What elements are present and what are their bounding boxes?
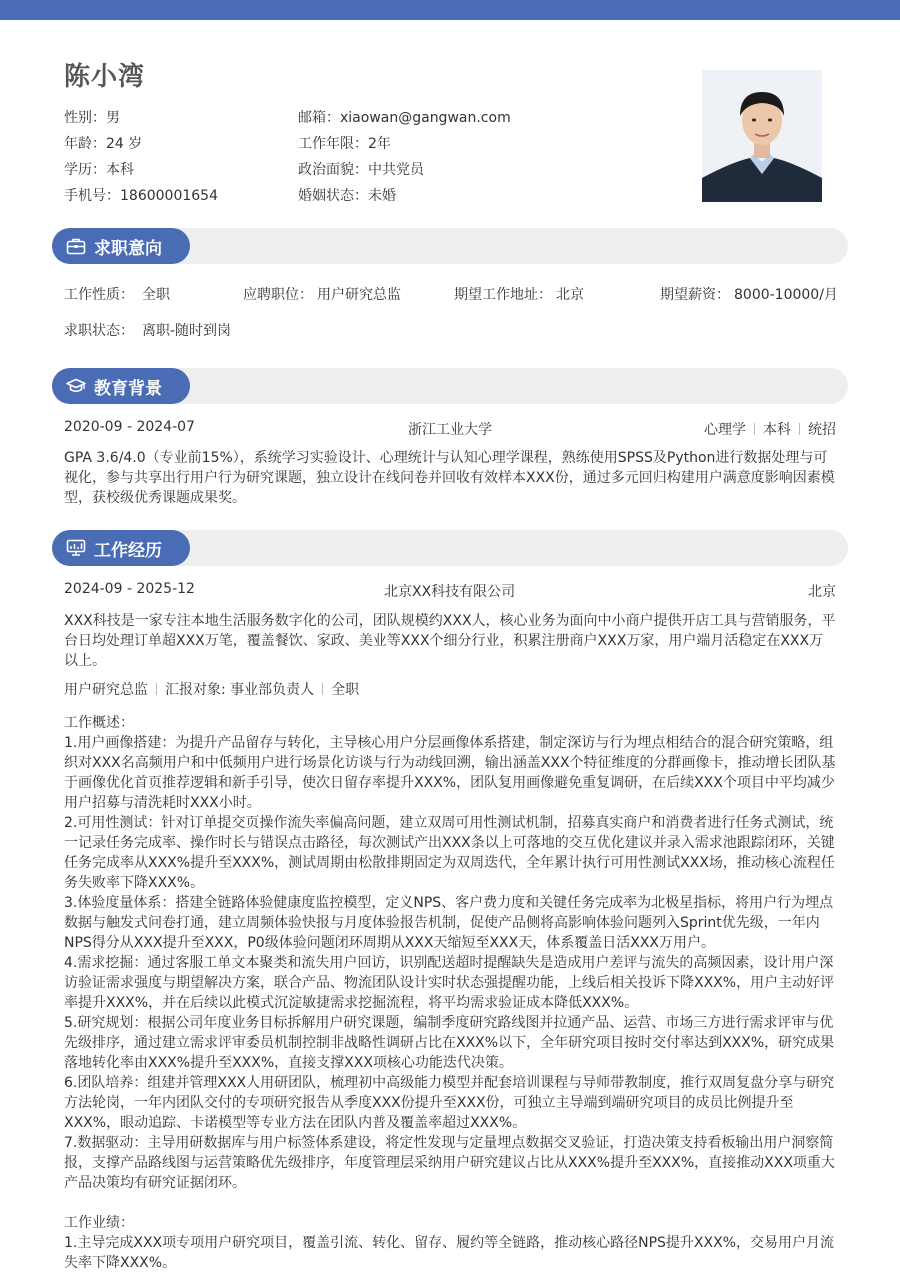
education-major: 心理学 [704,422,746,438]
gender-label: 性别： [64,110,106,126]
intent-position-label: 应聘职位： [243,287,313,303]
education-section-title: 教育背景 [94,378,162,399]
years-value: 2年 [368,136,391,152]
education-value: 本科 [106,162,134,178]
education-period: 2020-09 - 2024-07 [64,419,195,435]
work-section-header [52,530,848,566]
divider [322,683,323,695]
achievements-title: 工作业绩： [64,1215,134,1231]
education-mode: 统招 [808,422,836,438]
overview-item: 4.需求挖掘：通过客服工单文本聚类和流失用户回访，识别配送超时提醒缺失是造成用户差评与流失的高频因素，设计用户深访验证需求强度与期望解决方案，联合产品、物流团队设计实时状态强提醒功能，上线后相关投诉下降XXX%，用户主动好评率提升XXX%，并在后续以此模式沉淀敏捷需求挖掘流程，将平均需求验证成本降低XXX%。 [64,955,835,1011]
overview-item: 6.团队培养：组建并管理XXX人用研团队，梳理初中高级能力模型并配套培训课程与导师带教制度，推行双周复盘分享与研究方法轮岗，一年内团队交付的专项研究报告从季度XXX份提升至XXX份，可独立主导端到端研究项目的成员比例提升至XXX%，眼动追踪、卡诺模型等专业方法在团队内普及覆盖率超过XXX%。 [64,1075,835,1131]
email-label: 邮箱： [298,110,340,126]
work-role-meta [64,679,359,699]
politics-value: 中共党员 [368,162,424,178]
company-intro: XXX科技是一家专注本地生活服务数字化的公司，团队规模约XXX人，核心业务为面向中小商户提供开店工具与营销服务，平台日均处理订单超XXX万笔，覆盖餐饮、家政、美业等XXX个细分行业，积累注册商户XXX万家，用户端月活稳定在XXX万以上。 [64,613,836,669]
age-info [64,133,142,153]
education-meta [704,419,836,439]
overview-title: 工作概述： [64,715,134,731]
intent-salary-value: 8000-10000/月 [734,287,838,303]
intent-section-title: 求职意向 [94,238,162,259]
marital-info [298,185,396,205]
phone-label: 手机号： [64,188,120,204]
work-report-to: 汇报对象: 事业部负责人 [165,682,315,698]
intent-type [64,284,170,304]
graduation-cap-icon [66,377,86,395]
age-value: 24 岁 [106,136,143,152]
education-info [64,159,134,179]
work-company: 北京XX科技有限公司 [384,584,516,600]
overview-item: 1.用户画像搭建：为提升产品留存与转化，主导核心用户分层画像体系搭建，制定深访与行为埋点相结合的混合研究策略，组织对XXX名高频用户和中低频用户进行场景化访谈与行为动线回溯，输出涵盖XXX个特征维度的分群画像卡，推动增长团队基于画像优化首页推荐逻辑和新手引导，使次日留存率提升XXX%，团队复用画像避免重复调研，在后续XXX个项目中平均减少用户招募与清洗耗时XXX小时。 [64,735,836,811]
education-section-header [52,368,848,404]
education-section-pill [52,368,190,404]
overview-item: 5.研究规划：根据公司年度业务目标拆解用户研究课题，编制季度研究路线图并拉通产品、运营、市场三方进行需求评审与优先级排序，通过建立需求评审委员机制控制非战略性调研占比在XXX%以下，全年研究项目按时交付率达到XXX%，研究成果落地转化率由XXX%提升至XXX%，直接支撑XXX项核心功能迭代决策。 [64,1015,835,1071]
years-label: 工作年限： [298,136,368,152]
work-city: 北京 [808,584,836,600]
candidate-name: 陈小湾 [64,62,146,92]
intent-section-pill [52,228,190,264]
intent-position [243,284,401,304]
education-school: 浙江工业大学 [408,422,492,438]
overview-item: 3.体验度量体系：搭建全链路体验健康度监控模型，定义NPS、客户费力度和关键任务完成率为北极星指标，将用户行为埋点数据与触发式问卷打通，建立周频体验快报与月度体验报告机制，促使产品侧将高影响体验问题列入Sprint优先级，一年内NPS得分从XXX提升至XXX，P0级体验问题闭环周期从XXX天缩短至XXX天，体系覆盖日活XXX万用户。 [64,895,834,951]
monitor-chart-icon [66,539,86,557]
marital-value: 未婚 [368,188,396,204]
intent-salary-label: 期望薪资： [660,287,730,303]
email-info [298,107,511,127]
work-job-type: 全职 [331,682,360,698]
intent-location-label: 期望工作地址： [454,287,552,303]
divider [799,423,800,435]
achievement-item: 1.主导完成XXX项专项用户研究项目，覆盖引流、转化、留存、履约等全链路，推动核心路径NPS提升XXX%，交易用户月流失率下降XXX%。 [64,1235,835,1271]
work-role: 用户研究总监 [64,682,148,698]
politics-info [298,159,424,179]
intent-location-value: 北京 [556,287,584,303]
education-degree: 本科 [763,422,791,438]
years-info [298,133,391,153]
education-label: 学历： [64,162,106,178]
intent-status-value: 离职-随时到岗 [142,323,232,339]
overview-item: 7.数据驱动：主导用研数据库与用户标签体系建设，将定性发现与定量埋点数据交叉验证，打造决策支持看板输出用户洞察简报，支撑产品路线图与运营策略优先级排序，年度管理层采纳用户研究建议占比从XXX%提升至XXX%，直接推动XXX项重大产品决策均有研究证据闭环。 [64,1135,835,1191]
intent-section-header [52,228,848,264]
intent-location [454,284,584,304]
intent-type-label: 工作性质： [64,287,134,303]
briefcase-icon [66,237,86,255]
email-value: xiaowan@gangwan.com [340,110,511,126]
phone-value: 18600001654 [120,188,218,204]
intent-position-value: 用户研究总监 [317,287,401,303]
education-description: GPA 3.6/4.0（专业前15%），系统学习实验设计、心理统计与认知心理学课程，熟练使用SPSS及Python进行数据处理与可视化，参与共享出行用户行为研究课题，独立设计在线问卷并回收有效样本XXX份，通过多元回归构建用户满意度影响因素模型，获校级优秀课题成果奖。 [64,450,835,506]
work-period: 2024-09 - 2025-12 [64,581,195,597]
age-label: 年龄： [64,136,106,152]
top-accent-bar [0,0,900,20]
marital-label: 婚姻状态： [298,188,368,204]
divider [754,423,755,435]
work-section-pill [52,530,190,566]
overview-item: 2.可用性测试：针对订单提交页操作流失率偏高问题，建立双周可用性测试机制，招募真实商户和消费者进行任务式测试，统一记录任务完成率、操作时长与错误点击路径，每次测试产出XXX条以上可落地的交互优化建议并录入需求池跟踪闭环，关键任务完成率从XXX%提升至XXX%，测试周期由松散排期固定为双周迭代，全年累计执行可用性测试XXX场，推动核心流程任务失败率下降XXX%。 [64,815,835,891]
intent-salary [660,284,838,304]
divider [156,683,157,695]
work-details [64,713,836,1273]
work-section-title: 工作经历 [94,540,162,561]
politics-label: 政治面貌： [298,162,368,178]
gender-value: 男 [106,110,120,126]
intent-status-label: 求职状态： [64,323,134,339]
intent-status [64,320,231,340]
gender-info [64,107,120,127]
avatar [702,70,822,202]
intent-type-value: 全职 [142,287,170,303]
spacer [64,1193,836,1213]
phone-info [64,185,218,205]
portrait-image [702,70,822,202]
